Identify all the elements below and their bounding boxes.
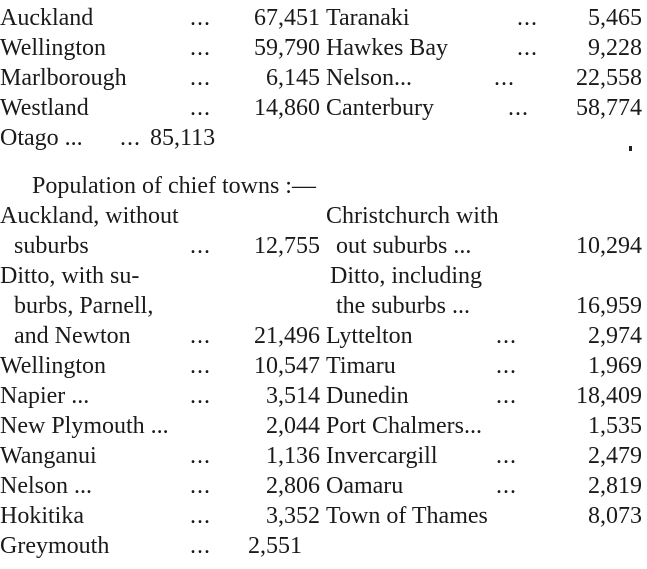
- leader-dots: ...: [190, 35, 211, 61]
- leader-dots: ...: [190, 233, 211, 259]
- town-row: [0, 201, 320, 231]
- county-name: Wellington: [0, 35, 107, 61]
- town-population: 3,514: [266, 383, 320, 409]
- county-row: [0, 33, 320, 63]
- town-population: 2,974: [588, 323, 642, 349]
- town-population: 1,535: [588, 413, 642, 439]
- town-name: Nelson ...: [0, 473, 92, 499]
- town-name: burbs, Parnell,: [14, 293, 154, 319]
- town-row: [0, 351, 320, 381]
- town-name: suburbs: [14, 233, 89, 259]
- county-name: Otago ...: [0, 125, 83, 151]
- county-name: Hawkes Bay: [326, 35, 448, 61]
- town-name: New Plymouth ...: [0, 413, 169, 439]
- county-population: 59,790: [254, 35, 320, 61]
- town-row: [326, 501, 642, 531]
- town-row: [0, 501, 320, 531]
- county-population: 22,558: [576, 65, 642, 91]
- town-name: the suburbs ...: [336, 293, 470, 319]
- towns-heading: Population of chief towns :—: [32, 173, 316, 199]
- county-row: [0, 3, 320, 33]
- town-row: [0, 471, 320, 501]
- town-population: 2,044: [266, 413, 320, 439]
- town-row: [326, 261, 642, 291]
- leader-dots: ...: [496, 323, 517, 349]
- town-name: Town of Thames: [326, 503, 488, 529]
- county-name: Auckland: [0, 5, 94, 31]
- county-row: [0, 93, 320, 123]
- town-population: 1,136: [266, 443, 320, 469]
- county-row: [326, 93, 642, 123]
- town-name: Timaru: [326, 353, 396, 379]
- town-population: 2,551: [248, 533, 302, 559]
- town-population: 12,755: [254, 233, 320, 259]
- county-population: 9,228: [588, 35, 642, 61]
- town-population: 10,294: [576, 233, 642, 259]
- leader-dots: ...: [190, 95, 211, 121]
- county-row: [326, 63, 642, 93]
- town-row: [326, 231, 642, 261]
- town-name: Wellington: [0, 353, 107, 379]
- town-population: 18,409: [576, 383, 642, 409]
- county-population: 85,113: [150, 125, 216, 151]
- town-row: [0, 321, 320, 351]
- town-name: Auckland, without: [0, 203, 179, 229]
- town-population: 21,496: [254, 323, 320, 349]
- town-population: 10,547: [254, 353, 320, 379]
- town-row: [0, 291, 320, 321]
- town-name: Lyttelton: [326, 323, 413, 349]
- leader-dots: ...: [190, 353, 211, 379]
- town-population: 2,819: [588, 473, 642, 499]
- county-population: 67,451: [254, 5, 320, 31]
- town-row: [0, 411, 320, 441]
- town-name: Oamaru: [326, 473, 404, 499]
- county-population: 5,465: [588, 5, 642, 31]
- town-row: [0, 231, 320, 261]
- leader-dots: ...: [190, 65, 211, 91]
- county-population: 58,774: [576, 95, 642, 121]
- town-row: [326, 411, 642, 441]
- leader-dots: ...: [190, 503, 211, 529]
- town-name: Wanganui: [0, 443, 97, 469]
- county-name: Taranaki: [326, 5, 410, 31]
- town-row: [0, 441, 320, 471]
- town-row: [326, 291, 642, 321]
- town-name: Invercargill: [326, 443, 438, 469]
- town-population: 8,073: [588, 503, 642, 529]
- town-population: 2,479: [588, 443, 642, 469]
- leader-dots: ...: [508, 95, 529, 121]
- town-row: [0, 261, 320, 291]
- town-population: 16,959: [576, 293, 642, 319]
- county-row: [326, 3, 642, 33]
- leader-dots: ...: [496, 473, 517, 499]
- leader-dots: ...: [120, 125, 141, 151]
- leader-dots: ...: [190, 383, 211, 409]
- town-row: [326, 351, 642, 381]
- county-row: [0, 123, 320, 153]
- town-row: [326, 321, 642, 351]
- town-name: Greymouth: [0, 533, 110, 559]
- town-row: [0, 531, 320, 561]
- leader-dots: ...: [496, 383, 517, 409]
- leader-dots: ...: [190, 473, 211, 499]
- county-population: 6,145: [266, 65, 320, 91]
- leader-dots: ...: [190, 323, 211, 349]
- town-name: Ditto, with su-: [0, 263, 140, 289]
- leader-dots: ...: [190, 443, 211, 469]
- town-row: [326, 471, 642, 501]
- town-population: 3,352: [266, 503, 320, 529]
- leader-dots: ...: [496, 353, 517, 379]
- county-row: [0, 63, 320, 93]
- town-row: [326, 381, 642, 411]
- leader-dots: ...: [494, 65, 515, 91]
- town-name: Ditto, including: [330, 263, 482, 289]
- county-name: Westland: [0, 95, 89, 121]
- town-row: [0, 381, 320, 411]
- county-row: [326, 33, 642, 63]
- town-name: Hokitika: [0, 503, 84, 529]
- leader-dots: ...: [496, 443, 517, 469]
- town-row: [326, 201, 642, 231]
- town-name: and Newton: [14, 323, 131, 349]
- town-row: [326, 441, 642, 471]
- leader-dots: ...: [190, 5, 211, 31]
- town-name: Port Chalmers...: [326, 413, 482, 439]
- town-population: 1,969: [588, 353, 642, 379]
- county-population: 14,860: [254, 95, 320, 121]
- town-population: 2,806: [266, 473, 320, 499]
- town-name: Dunedin: [326, 383, 409, 409]
- county-name: Canterbury: [326, 95, 434, 121]
- ink-speck: [629, 146, 632, 151]
- county-name: Nelson...: [326, 65, 412, 91]
- leader-dots: ...: [190, 533, 211, 559]
- county-name: Marlborough: [0, 65, 127, 91]
- town-name: out suburbs ...: [336, 233, 472, 259]
- leader-dots: ...: [517, 5, 538, 31]
- town-name: Napier ...: [0, 383, 90, 409]
- leader-dots: ...: [517, 35, 538, 61]
- town-name: Christchurch with: [326, 203, 499, 229]
